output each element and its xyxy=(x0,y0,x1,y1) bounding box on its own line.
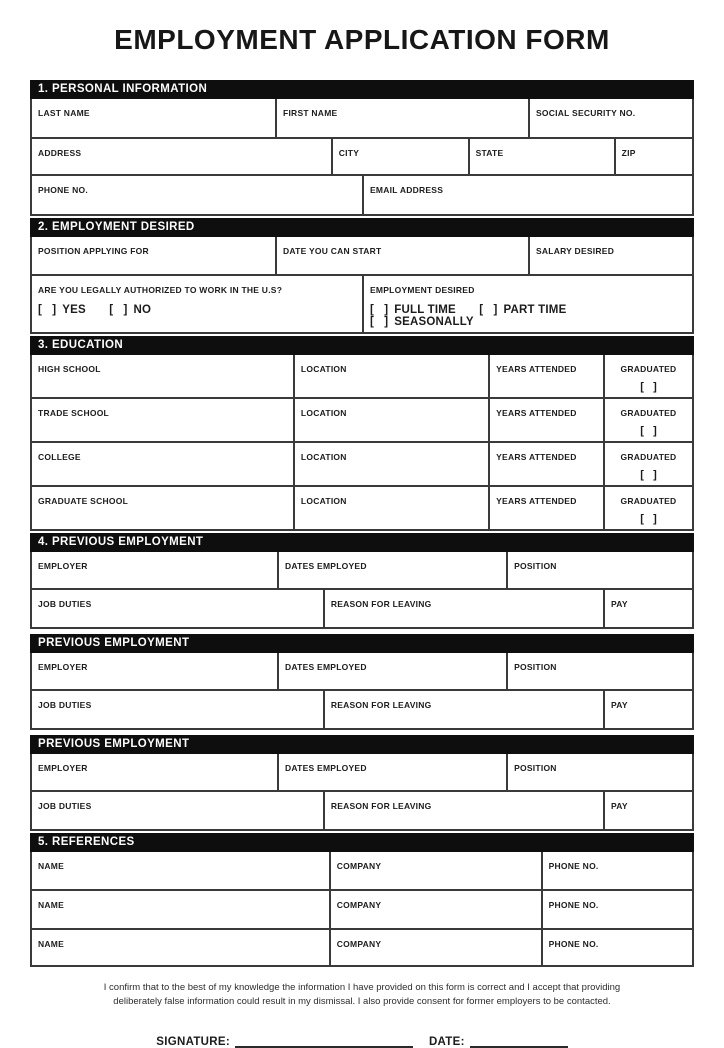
signature-section xyxy=(30,1036,694,1048)
address-label: ADDRESS xyxy=(38,148,82,158)
high-school-label: HIGH SCHOOL xyxy=(38,364,101,374)
position-applying-label: POSITION APPLYING FOR xyxy=(38,246,149,256)
employment-type-label: EMPLOYMENT DESIRED xyxy=(369,285,475,295)
reference-row-1 xyxy=(30,852,694,891)
reason-leaving-label: REASON FOR LEAVING xyxy=(330,700,432,710)
state-label: STATE xyxy=(475,148,504,158)
high-school-graduated-field xyxy=(605,355,694,399)
email-field[interactable] xyxy=(364,176,694,216)
location-label: LOCATION xyxy=(300,364,347,374)
job-duties-label: JOB DUTIES xyxy=(38,801,92,811)
work-authorization-field xyxy=(30,276,364,334)
graduated-label: GRADUATED xyxy=(620,496,677,506)
employment-2-row-employer xyxy=(30,653,694,691)
employment-row-options xyxy=(30,276,694,334)
employer-2-field[interactable] xyxy=(30,653,279,691)
seasonally-label: SEASONALLY xyxy=(394,316,474,328)
reference-row-2 xyxy=(30,891,694,930)
reference-name-label: NAME xyxy=(38,861,65,871)
employment-2-row-duties xyxy=(30,691,694,730)
date-can-start-label: DATE YOU CAN START xyxy=(283,246,382,256)
pay-2-field[interactable] xyxy=(605,691,694,730)
position-label: POSITION xyxy=(514,561,557,571)
employer-1-field[interactable] xyxy=(30,552,279,590)
education-row-high-school xyxy=(30,355,694,399)
signature-label: SIGNATURE: xyxy=(156,1035,230,1048)
section-header-previous-employment-3: PREVIOUS EMPLOYMENT xyxy=(30,735,694,754)
first-name-label: FIRST NAME xyxy=(283,108,338,118)
graduate-school-graduated-checkbox[interactable]: [ ] xyxy=(640,513,657,525)
pay-label: PAY xyxy=(611,599,628,609)
personal-row-contact xyxy=(30,176,694,216)
college-label: COLLEGE xyxy=(38,452,81,462)
reference-company-label: COMPANY xyxy=(336,939,382,949)
employment-type-options xyxy=(370,304,686,328)
reason-leaving-3-field[interactable] xyxy=(325,792,605,831)
position-label: POSITION xyxy=(514,662,557,672)
trade-school-graduated-field xyxy=(605,399,694,443)
employer-label: EMPLOYER xyxy=(38,763,88,773)
zip-field[interactable] xyxy=(616,139,694,176)
pay-3-field[interactable] xyxy=(605,792,694,831)
college-graduated-checkbox[interactable]: [ ] xyxy=(640,469,657,481)
position-2-field[interactable] xyxy=(508,653,694,691)
seasonally-checkbox[interactable]: [ ] xyxy=(369,316,389,328)
date-line[interactable] xyxy=(470,1037,568,1048)
full-time-label: FULL TIME xyxy=(394,304,456,316)
pay-1-field[interactable] xyxy=(605,590,694,629)
social-security-label: SOCIAL SECURITY NO. xyxy=(535,108,636,118)
section-personal-information xyxy=(30,80,694,216)
employment-3-row-employer xyxy=(30,754,694,792)
years-attended-label: YEARS ATTENDED xyxy=(496,452,577,462)
position-label: POSITION xyxy=(514,763,557,773)
college-location-field[interactable] xyxy=(295,443,490,487)
graduated-label: GRADUATED xyxy=(620,452,677,462)
trade-school-label: TRADE SCHOOL xyxy=(38,408,109,418)
employment-type-field xyxy=(364,276,694,334)
education-row-trade-school xyxy=(30,399,694,443)
reference-row-3 xyxy=(30,930,694,967)
location-label: LOCATION xyxy=(300,496,347,506)
full-time-option[interactable] xyxy=(370,304,456,316)
zip-label: ZIP xyxy=(621,148,636,158)
disclaimer-text: I confirm that to the best of my knowledge the information I have provided on this form is correct and I accept that providing deliberately false information could result in my dismissal. I also provide consent for former employers to be contacted. xyxy=(103,982,621,1008)
graduated-label: GRADUATED xyxy=(620,408,677,418)
employer-label: EMPLOYER xyxy=(38,561,88,571)
position-3-field[interactable] xyxy=(508,754,694,792)
seasonally-option[interactable] xyxy=(370,316,474,328)
section-header-references: 5. REFERENCES xyxy=(30,833,694,852)
reference-phone-2-field[interactable] xyxy=(543,891,694,930)
reference-phone-label: PHONE NO. xyxy=(548,939,599,949)
reference-name-3-field[interactable] xyxy=(30,930,331,967)
no-checkbox[interactable]: [ ] xyxy=(109,304,128,316)
position-applying-field[interactable] xyxy=(30,237,277,276)
yes-checkbox[interactable]: [ ] xyxy=(38,304,57,316)
dates-employed-label: DATES EMPLOYED xyxy=(285,561,367,571)
salary-desired-field[interactable] xyxy=(530,237,694,276)
no-option[interactable] xyxy=(109,304,151,316)
location-label: LOCATION xyxy=(300,408,347,418)
section-employment-desired xyxy=(30,218,694,334)
city-field[interactable] xyxy=(333,139,470,176)
reference-company-label: COMPANY xyxy=(336,900,382,910)
part-time-checkbox[interactable]: [ ] xyxy=(479,304,498,316)
employer-label: EMPLOYER xyxy=(38,662,88,672)
education-row-graduate-school xyxy=(30,487,694,531)
full-time-checkbox[interactable]: [ ] xyxy=(369,304,389,316)
trade-school-graduated-checkbox[interactable]: [ ] xyxy=(640,425,657,437)
last-name-label: LAST NAME xyxy=(38,108,90,118)
high-school-field[interactable] xyxy=(30,355,295,399)
first-name-field[interactable] xyxy=(277,99,530,139)
high-school-years-field[interactable] xyxy=(490,355,605,399)
employment-row-position xyxy=(30,237,694,276)
section-header-employment-desired: 2. EMPLOYMENT DESIRED xyxy=(30,218,694,237)
state-field[interactable] xyxy=(470,139,616,176)
reference-company-3-field[interactable] xyxy=(331,930,543,967)
reference-company-label: COMPANY xyxy=(336,861,382,871)
reason-leaving-label: REASON FOR LEAVING xyxy=(330,599,432,609)
reason-leaving-1-field[interactable] xyxy=(325,590,605,629)
years-attended-label: YEARS ATTENDED xyxy=(496,364,577,374)
dates-employed-3-field[interactable] xyxy=(279,754,508,792)
graduate-school-location-field[interactable] xyxy=(295,487,490,531)
job-duties-1-field[interactable] xyxy=(30,590,325,629)
section-previous-employment-2 xyxy=(30,634,694,730)
work-authorization-options xyxy=(38,304,356,316)
high-school-location-field[interactable] xyxy=(295,355,490,399)
reference-name-label: NAME xyxy=(38,939,65,949)
section-references xyxy=(30,833,694,967)
reference-company-2-field[interactable] xyxy=(331,891,543,930)
years-attended-label: YEARS ATTENDED xyxy=(496,408,577,418)
reference-name-label: NAME xyxy=(38,900,65,910)
job-duties-label: JOB DUTIES xyxy=(38,700,92,710)
yes-option[interactable] xyxy=(38,304,86,316)
college-field[interactable] xyxy=(30,443,295,487)
personal-row-name xyxy=(30,99,694,139)
dates-employed-label: DATES EMPLOYED xyxy=(285,662,367,672)
section-header-personal-information: 1. PERSONAL INFORMATION xyxy=(30,80,694,99)
personal-row-address xyxy=(30,139,694,176)
work-authorization-label: ARE YOU LEGALLY AUTHORIZED TO WORK IN THE U.S? xyxy=(38,285,283,295)
date-label: DATE: xyxy=(428,1035,465,1048)
reason-leaving-2-field[interactable] xyxy=(325,691,605,730)
trade-school-field[interactable] xyxy=(30,399,295,443)
yes-label: YES xyxy=(62,304,86,316)
graduate-school-graduated-field xyxy=(605,487,694,531)
section-header-education: 3. EDUCATION xyxy=(30,336,694,355)
dates-employed-1-field[interactable] xyxy=(279,552,508,590)
salary-desired-label: SALARY DESIRED xyxy=(535,246,615,256)
reference-phone-label: PHONE NO. xyxy=(548,900,599,910)
years-attended-label: YEARS ATTENDED xyxy=(496,496,577,506)
job-duties-label: JOB DUTIES xyxy=(38,599,92,609)
education-row-college xyxy=(30,443,694,487)
employment-1-row-employer xyxy=(30,552,694,590)
graduate-school-field[interactable] xyxy=(30,487,295,531)
last-name-field[interactable] xyxy=(30,99,277,139)
section-previous-employment-1 xyxy=(30,533,694,629)
reference-name-1-field[interactable] xyxy=(30,852,331,891)
address-field[interactable] xyxy=(30,139,333,176)
part-time-option[interactable] xyxy=(479,304,566,316)
date-can-start-field[interactable] xyxy=(277,237,530,276)
employment-3-row-duties xyxy=(30,792,694,831)
college-years-field[interactable] xyxy=(490,443,605,487)
reference-name-2-field[interactable] xyxy=(30,891,331,930)
section-education xyxy=(30,336,694,531)
graduated-label: GRADUATED xyxy=(620,364,677,374)
page-title: EMPLOYMENT APPLICATION FORM xyxy=(114,24,610,55)
graduate-school-years-field[interactable] xyxy=(490,487,605,531)
section-header-previous-employment-2: PREVIOUS EMPLOYMENT xyxy=(30,634,694,653)
employer-3-field[interactable] xyxy=(30,754,279,792)
part-time-label: PART TIME xyxy=(503,304,567,316)
reference-company-1-field[interactable] xyxy=(331,852,543,891)
job-duties-2-field[interactable] xyxy=(30,691,325,730)
city-label: CITY xyxy=(338,148,360,158)
dates-employed-label: DATES EMPLOYED xyxy=(285,763,367,773)
reference-phone-label: PHONE NO. xyxy=(548,861,599,871)
graduate-school-label: GRADUATE SCHOOL xyxy=(38,496,129,506)
social-security-field[interactable] xyxy=(530,99,694,139)
section-header-previous-employment-1: 4. PREVIOUS EMPLOYMENT xyxy=(30,533,694,552)
phone-field[interactable] xyxy=(30,176,364,216)
pay-label: PAY xyxy=(611,700,628,710)
reference-phone-3-field[interactable] xyxy=(543,930,694,967)
no-label: NO xyxy=(133,304,152,316)
employment-1-row-duties xyxy=(30,590,694,629)
college-graduated-field xyxy=(605,443,694,487)
position-1-field[interactable] xyxy=(508,552,694,590)
location-label: LOCATION xyxy=(300,452,347,462)
trade-school-location-field[interactable] xyxy=(295,399,490,443)
dates-employed-2-field[interactable] xyxy=(279,653,508,691)
reason-leaving-label: REASON FOR LEAVING xyxy=(330,801,432,811)
trade-school-years-field[interactable] xyxy=(490,399,605,443)
signature-line[interactable] xyxy=(235,1037,413,1048)
phone-label: PHONE NO. xyxy=(38,185,88,195)
email-label: EMAIL ADDRESS xyxy=(369,185,444,195)
pay-label: PAY xyxy=(611,801,628,811)
job-duties-3-field[interactable] xyxy=(30,792,325,831)
high-school-graduated-checkbox[interactable]: [ ] xyxy=(640,381,657,393)
section-previous-employment-3 xyxy=(30,735,694,831)
reference-phone-1-field[interactable] xyxy=(543,852,694,891)
